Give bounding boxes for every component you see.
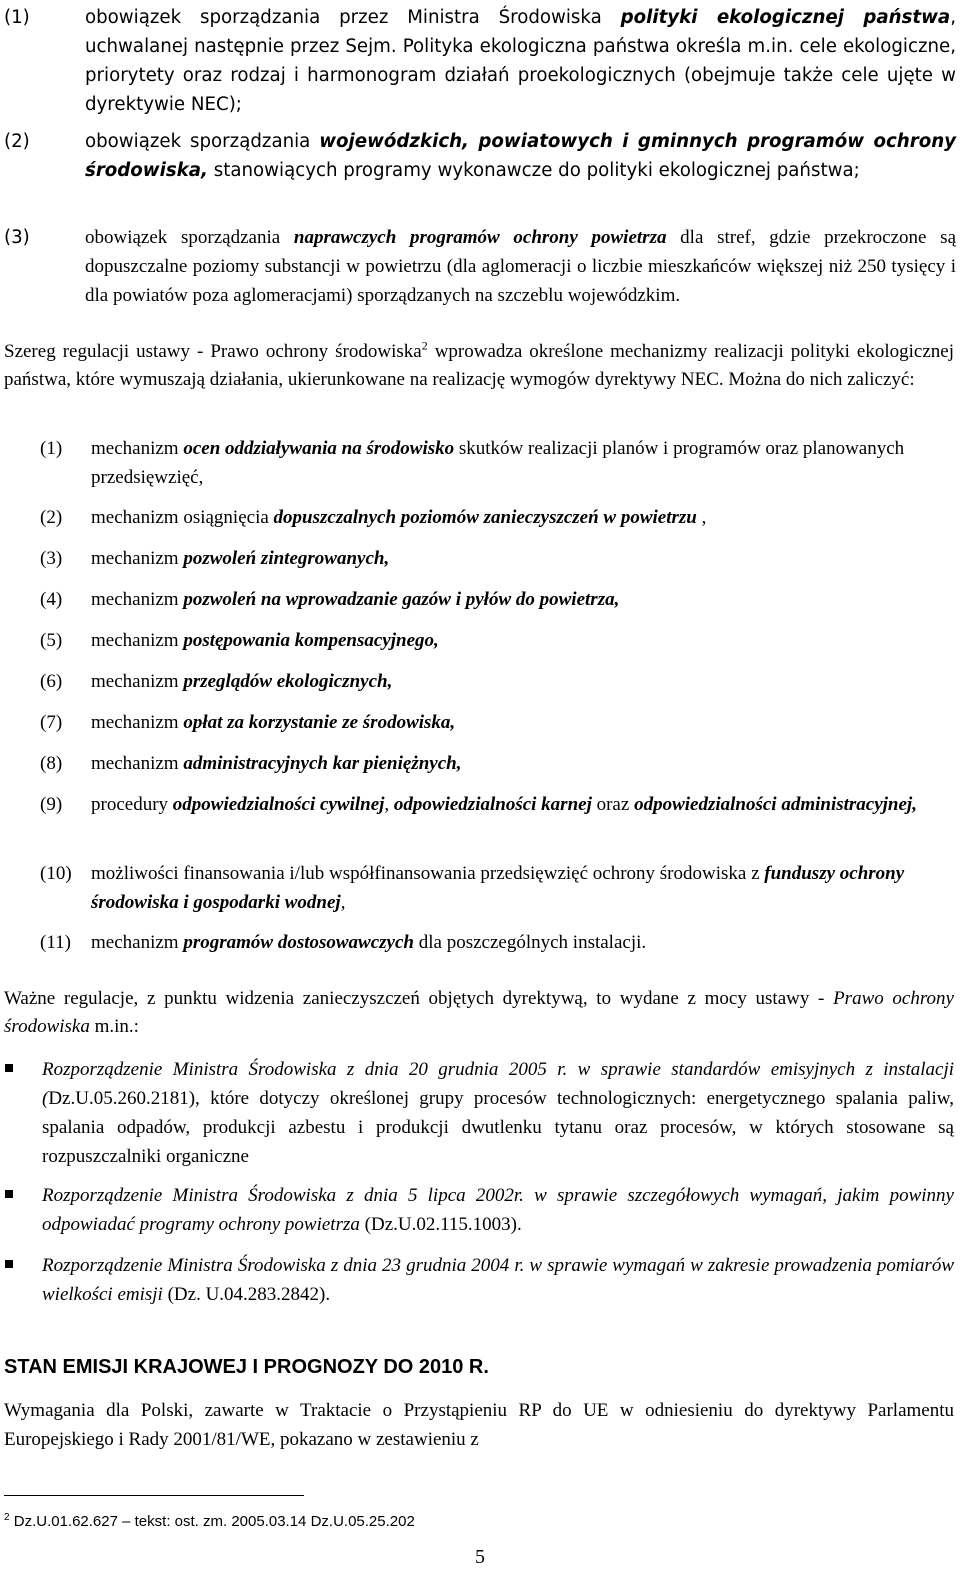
item-number: (3): [4, 227, 30, 248]
intro-item-2: [4, 127, 956, 185]
item-number: (5): [40, 630, 63, 651]
item-number: (4): [40, 589, 63, 610]
mechanism-item-10: [40, 859, 955, 917]
item-text: mechanizm przeglądów ekologicznych,: [91, 671, 393, 692]
item-text: obowiązek sporządzania naprawczych programów ochrony powietrza dla stref, gdzie przekroczone są dopuszczalne poziomy substancji w powietrzu (dla aglomeracji o liczbie mieszkańców większej niż 250 tysięcy i dla powiatów poza aglomeracjami) sporządzanych na szczeblu wojewódzkim.: [85, 227, 956, 306]
item-text: obowiązek sporządzania wojewódzkich, powiatowych i gminnych programów ochrony środowiska, stanowiących programy wykonawcze do polityki ekologicznej państwa;: [85, 131, 956, 181]
item-text: mechanizm osiągnięcia dopuszczalnych poziomów zanieczyszczeń w powietrzu ,: [91, 507, 707, 528]
mechanism-item-7: [40, 708, 955, 737]
mechanism-item-9: [40, 790, 955, 819]
item-text: procedury odpowiedzialności cywilnej, odpowiedzialności karnej oraz odpowiedzialności administracyjnej,: [91, 794, 917, 815]
footnote: [4, 1508, 415, 1532]
item-number: (1): [4, 7, 30, 28]
mechanism-item-8: [40, 749, 955, 778]
regulation-3: Rozporządzenie Ministra Środowiska z dnia 23 grudnia 2004 r. w sprawie wymagań w zakresie prowadzenia pomiarów wielkości emisji (Dz. U.04.283.2842).: [42, 1255, 954, 1305]
paragraph-mechanisms-intro: Szereg regulacji ustawy - Prawo ochrony środowiska$^2$ wprowadza określone mechanizmy realizacji polityki ekologicznej państwa, które wymuszają działania, ukierunkowane na realizację wymogów dyrektywy NEC. Można do nich zaliczyć:: [4, 338, 954, 390]
mechanism-item-2: [40, 503, 955, 532]
mechanism-item-11: [40, 928, 955, 957]
item-text: mechanizm pozwoleń zintegrowanych,: [91, 548, 390, 569]
mechanism-item-4: [40, 585, 955, 614]
item-text: mechanizm administracyjnych kar pieniężnych,: [91, 753, 462, 774]
item-text: możliwości finansowania i/lub współfinansowania przedsięwzięć ochrony środowiska z funduszy ochrony środowiska i gospodarki wodnej,: [91, 863, 905, 913]
footnote-ref: 2: [421, 338, 428, 353]
item-number: (2): [40, 507, 63, 528]
bullet-icon: [5, 1064, 13, 1072]
item-number: (8): [40, 753, 63, 774]
item-number: (3): [40, 548, 63, 569]
mechanism-item-3: [40, 544, 955, 573]
item-number: (7): [40, 712, 63, 733]
item-number: (6): [40, 671, 63, 692]
intro-item-3: [4, 223, 956, 310]
item-number: (10): [40, 863, 72, 884]
item-number: (9): [40, 794, 63, 815]
item-text: mechanizm ocen oddziaływania na środowisko skutków realizacji planów i programów oraz planowanych przedsięwzięć,: [91, 438, 905, 488]
footnote-separator: [4, 1495, 304, 1496]
mechanism-item-1: [40, 434, 955, 492]
section-heading: STAN EMISJI KRAJOWEJ I PROGNOZY DO 2010 R.: [4, 1356, 489, 1378]
item-text: obowiązek sporządzania przez Ministra Środowiska polityki ekologicznej państwa, uchwalanej następnie przez Sejm. Polityka ekologiczna państwa określa m.in. cele ekologiczne, priorytety oraz rodzaj i harmonogram działań proekologicznych (obejmuje także cele ujęte w dyrektywie NEC);: [85, 7, 956, 115]
footnote-number: 2: [4, 1512, 10, 1523]
item-text: mechanizm postępowania kompensacyjnego,: [91, 630, 439, 651]
regulation-1: Rozporządzenie Ministra Środowiska z dnia 20 grudnia 2005 r. w sprawie standardów emisyjnych z instalacji (Dz.U.05.260.2181), które dotyczy określonej grupy procesów technologicznych: energetycznego spalania paliw, spalania odpadów, produkcji azbestu i produkcji dwutlenku tytanu oraz procesów, w których stosowane są rozpuszczalniki organiczne: [42, 1059, 954, 1167]
page-number: 5: [475, 1546, 485, 1568]
item-text: mechanizm pozwoleń na wprowadzanie gazów i pyłów do powietrza,: [91, 589, 620, 610]
intro-item-1: [4, 3, 956, 119]
paragraph-requirements: Wymagania dla Polski, zawarte w Traktacie o Przystąpieniu RP do UE w odniesieniu do dyrektywy Parlamentu Europejskiego i Rady 2001/81/WE, pokazano w zestawieniu z: [4, 1400, 954, 1450]
item-number: (11): [40, 932, 71, 953]
item-text: mechanizm programów dostosowawczych dla poszczególnych instalacji.: [91, 932, 647, 953]
mechanism-item-6: [40, 667, 955, 696]
footnote-text: Dz.U.01.62.627 – tekst: ost. zm. 2005.03.14 Dz.U.05.25.202: [9, 1513, 415, 1530]
item-number: (1): [40, 438, 63, 459]
regulation-2: Rozporządzenie Ministra Środowiska z dnia 5 lipca 2002r. w sprawie szczegółowych wymagań, jakim powinny odpowiadać programy ochrony powietrza (Dz.U.02.115.1003).: [42, 1185, 954, 1235]
item-number: (2): [4, 131, 30, 152]
bullet-icon: [5, 1190, 13, 1198]
mechanism-item-5: [40, 626, 955, 655]
item-text: mechanizm opłat za korzystanie ze środowiska,: [91, 712, 456, 733]
paragraph-regulations-intro: Ważne regulacje, z punktu widzenia zanieczyszczeń objętych dyrektywą, to wydane z mocy ustawy - Prawo ochrony środowiska m.in.:: [4, 988, 954, 1037]
bullet-icon: [5, 1260, 13, 1268]
